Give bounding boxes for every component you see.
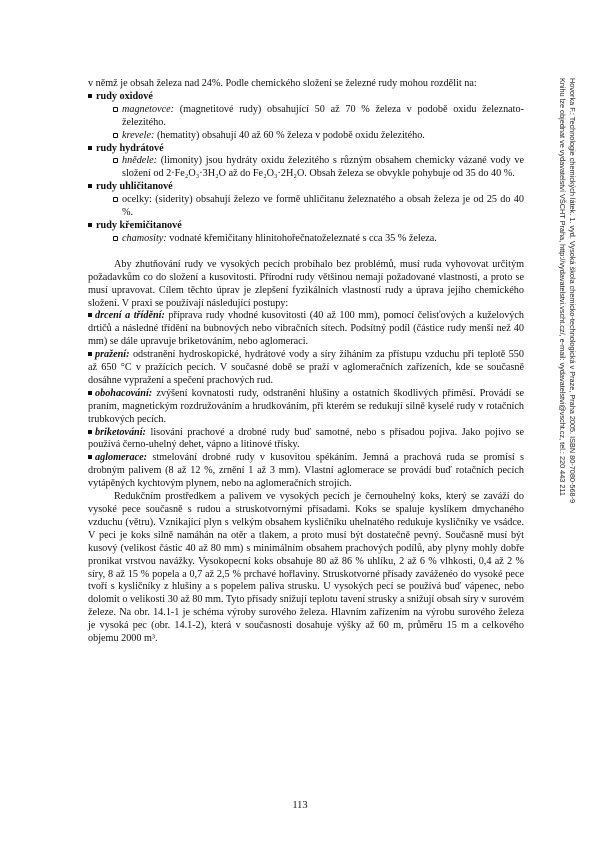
- bullet-circle-icon: [113, 133, 118, 138]
- bullet-square-icon: [88, 223, 92, 227]
- ore-name: rudy hydrátové: [96, 142, 164, 154]
- side-citation: [543, 78, 577, 738]
- body-paragraph: Aby zhutňování rudy ve vysokých pecích probíhalo bez problémů, musí ruda vyhovovat určitým požadavkům co do složení a kusovitosti. Přírodní rudy většinou nemají požadované vlastnosti, a proto se musí upravovat. Cílem těchto úprav je zlepšení fyzikálních vlastností rudy a úprava jejího chemického složení. V praxi se používají následující postupy:: [88, 258, 524, 309]
- bullet-square-icon: [88, 94, 92, 98]
- step-item: aglomerace: stmelování drobné rudy v kusovitou spékáním. Jemná a prachová ruda se promísí s drobným palivem (8 až 12 %, zrnění 1 až 3 mm). Vlastní aglomerace se provádí buď rotačních pecích vytápěných kychtovým plynem, nebo na aglomeračních strojích.: [88, 452, 524, 490]
- bullet-circle-icon: [113, 236, 118, 241]
- ore-subitem: chamosity: vodnaté křemičitany hlinitohořečnatoželeznaté s cca 35 % železa.: [96, 233, 524, 246]
- page-text: [88, 78, 524, 646]
- ore-name: rudy křemičitanové: [96, 219, 182, 231]
- ore-subitem: ocelky: (siderity) obsahují železo ve formě uhličitanu železnatého a obsah železa je od 25 do 40 %.: [96, 194, 524, 220]
- ore-item: [88, 220, 524, 246]
- step-item: briketování: lisování prachové a drobné rudy buď samotné, nebo s přísadou pojiva. Jako pojivo se používá černo-uhelný dehet, vápno a litinové třísky.: [88, 426, 524, 451]
- intro-paragraph: v němž je obsah železa nad 24%. Podle chemického složení se železné rudy mohou rozdělit na:: [88, 78, 477, 89]
- bullet-square-icon: [88, 430, 92, 434]
- bullet-circle-icon: [113, 158, 118, 163]
- bullet-square-icon: [88, 352, 92, 356]
- step-item: obohacování: zvýšení kovnatosti rudy, odstranění hlušiny a ostatních škodlivých příměsí. Provádí se praním, magnetickým rozdružováním a hrudkováním, při kterém se redukují silně kyselé rudy v rotačních trubkových pecích.: [88, 387, 524, 425]
- bullet-square-icon: [88, 184, 92, 188]
- bullet-square-icon: [88, 313, 92, 317]
- ore-item: [88, 91, 524, 143]
- ore-subitem: hnědele: (limonity) jsou hydráty oxidu železitého s různým obsahem chemicky vázané vody ve složení od 2·Fe₂O₃·3H₂O až do Fe₂O₃·2H₂O. Obsah železa se obvykle pohybuje od 35 do 40 %.: [96, 155, 524, 181]
- ore-list: [88, 91, 524, 246]
- bullet-square-icon: [88, 146, 92, 150]
- ore-item: [88, 181, 524, 220]
- body-paragraph: Redukčním prostředkem a palivem ve vysokých pecích je černouhelný koks, který se zaváží do vysoké pece současně s rudou a struskotvornými přísadami. Koks se spaluje kyslíkem dmychaného vzduchu (větru). Vznikající plyn s velkým obsahem kysličníku uhelnatého redukuje kysličníky ve vsádce. V peci je koks silně namáhán na otěr a tlakem, a proto musí být dostatečně pevný. Současně musí být kusový (velikost částic 40 až 80 mm) s minimálním obsahem prachových podílů, aby plyny mohly dobře pronikat vrstvou navážky. Vysokopecní koks obsahuje 80 až 86 % uhlíku, 2 až 6 % vlhkosti, 0,4 až 2 % síry, 8 až 15 % popela a 0,7 až 2,5 % prchavé hořlaviny. Struskotvorné přísady zaváženéo do vysoké pece tvoří s kysličníky z hlušiny a s popelem paliva strusku. U vysokých pecí se používá buď vápenec, nebo dolomit o velikosti 30 až 80 mm. Tyto přísady snižují teplotu tavení strusky a snižují obsah síry v surovém železe. Na obr. 14.1-1 je schéma výroby surového železa. Hlavním zařízením na výrobu surového železa je vysoká pec (obr. 14.1-2), která v současnosti dosahuje výšky až 60 m, průměru 15 m a celkového objemu 2000 m³.: [88, 491, 524, 645]
- bullet-square-icon: [88, 455, 92, 459]
- treatment-steps-list: [88, 310, 524, 491]
- step-item: pražení: odstranění hydroskopické, hydrátové vody a síry žíháním za přístupu vzduchu při teplotě 550 až 650 °C v pražících pecích. V současné době se praží v aglomeračních zařízeních, kde se současně dosáhne vypražení a spečení prachových rud.: [88, 349, 524, 386]
- citation-order-line: Knihu lze objednat ve vydavatelství VŠCHT Praha, http://vydavatelstvi.vscht.cz/, e-mail: vydavatelstvi@vscht.cz, tel.: 220 443 211: [558, 78, 567, 496]
- bullet-circle-icon: [113, 107, 118, 112]
- ore-item: [88, 143, 524, 182]
- citation-line: Hovorka F.: Technologie chemických látek. 1. vyd. Vysoká škola chemicko-technologická v Praze, Praha 2005. ISBN 80-7080-568-9: [568, 78, 577, 504]
- step-item: drcení a třídění: příprava rudy vhodné kusovitosti (40 až 100 mm), pomocí čelisťových a kuželových drtičů a následné třídění na bubnových nebo vibračních sítech. Podsítný podíl (částice rudy menší než 40 mm) se dále upravuje briketováním, nebo aglomeraci.: [88, 310, 524, 348]
- bullet-circle-icon: [113, 197, 118, 202]
- ore-name: rudy uhličitanové: [96, 181, 173, 193]
- bullet-square-icon: [88, 391, 92, 395]
- ore-name: rudy oxidové: [96, 90, 153, 102]
- page-number: 113: [292, 800, 308, 811]
- ore-subitem: krevele: (hematity) obsahují 40 až 60 % železa v podobě oxidu železitého.: [96, 130, 524, 143]
- ore-subitem: magnetovce: (magnetitové rudy) obsahující 50 až 70 % železa v podobě oxidu železnato-železitého.: [96, 104, 524, 130]
